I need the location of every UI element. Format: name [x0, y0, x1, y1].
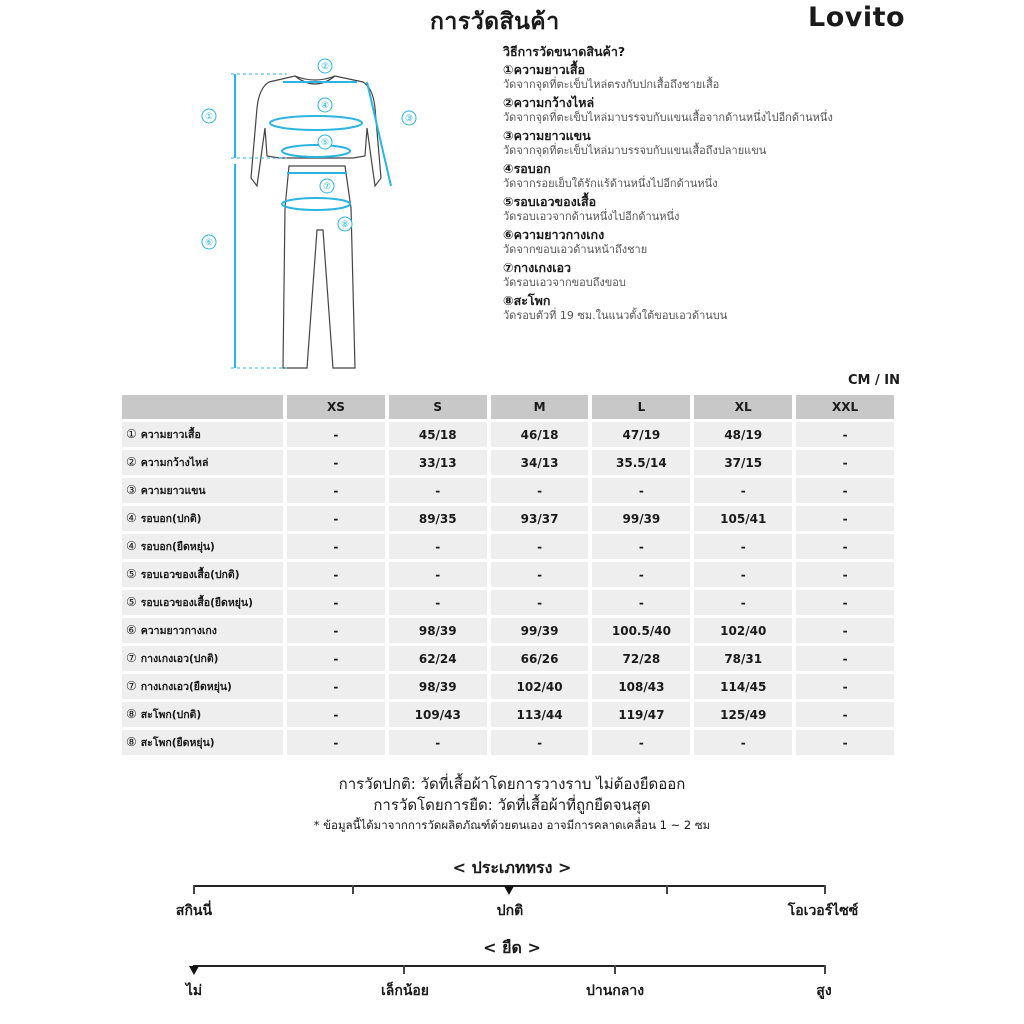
fit-scale-tick — [352, 885, 354, 894]
table-row — [122, 730, 894, 755]
row-label: ความยาวเสื้อ — [140, 429, 201, 441]
table-cell: - — [287, 562, 385, 587]
table-cell: - — [592, 534, 690, 559]
marker-5-label: ⑤ — [320, 138, 330, 148]
table-cell: - — [796, 702, 894, 727]
table-cell: 109/43 — [389, 702, 487, 727]
fit-label-skinny: สกินนี่ — [175, 903, 213, 919]
table-cell: 125/49 — [694, 702, 792, 727]
guide-item-desc: วัดรอบเอวจากขอบถึงขอบ — [503, 276, 626, 289]
guide-item-desc: วัดจากจุดที่ตะเข็บไหล่มาบรรจบกับแขนเสื้อจากด้านหนึ่งไปอีกด้านหนึ่ง — [503, 111, 833, 124]
row-label: กางเกงเอว(ยืดหยุ่น) — [140, 681, 232, 693]
stretch-label-medium: ปานกลาง — [585, 983, 645, 999]
table-cell: 119/47 — [592, 702, 690, 727]
row-number: ④ — [126, 511, 137, 525]
table-row — [122, 478, 894, 503]
table-cell: - — [694, 730, 792, 755]
table-cell: - — [796, 646, 894, 671]
row-number: ⑥ — [126, 623, 137, 637]
table-cell: 98/39 — [389, 618, 487, 643]
row-number: ⑤ — [126, 595, 137, 609]
table-row — [122, 702, 894, 727]
row-number: ⑦ — [126, 651, 137, 665]
table-cell: - — [287, 590, 385, 615]
guide-heading: วิธีการวัดขนาดสินค้า? — [503, 44, 626, 59]
table-cell: 99/39 — [491, 618, 589, 643]
table-cell: 45/18 — [389, 422, 487, 447]
row-label: ความกว้างไหล่ — [140, 457, 209, 469]
table-cell: - — [389, 730, 487, 755]
table-cell: - — [694, 562, 792, 587]
row-label-cell — [122, 702, 283, 727]
table-cell: - — [694, 534, 792, 559]
table-cell: - — [796, 506, 894, 531]
row-label-cell — [122, 562, 283, 587]
fit-label-regular: ปกติ — [496, 903, 524, 919]
stretch-label-slight: เล็กน้อย — [380, 983, 430, 999]
pants-outline — [283, 166, 355, 368]
measure-guide — [503, 44, 923, 326]
table-cell: - — [592, 562, 690, 587]
row-label-cell — [122, 590, 283, 615]
row-number: ④ — [126, 539, 137, 553]
row-label: รอบเอวของเสื้อ(ยืดหยุ่น) — [140, 597, 253, 609]
row-label: รอบอก(ปกติ) — [140, 513, 202, 525]
guide-item-title: ⑤รอบเอวของเสื้อ — [503, 194, 597, 209]
table-cell: - — [287, 422, 385, 447]
table-cell: 46/18 — [491, 422, 589, 447]
table-cell: - — [796, 422, 894, 447]
table-cell: - — [796, 730, 894, 755]
brand-logo: Lovito — [808, 2, 906, 33]
table-cell: 66/26 — [491, 646, 589, 671]
size-table — [118, 392, 898, 758]
row-label: กางเกงเอว(ปกติ) — [140, 653, 219, 665]
stretch-label-none: ไม่ — [185, 983, 203, 999]
garment-diagram — [195, 48, 435, 378]
stretch-measure-note: การวัดโดยการยืด: วัดที่เสื้อผ้าที่ถูกยืดจนสุด — [373, 796, 651, 814]
table-cell: - — [796, 674, 894, 699]
table-row — [122, 674, 894, 699]
marker-3-label: ③ — [404, 114, 414, 124]
stretch-label-high: สูง — [816, 983, 832, 999]
table-cell: 108/43 — [592, 674, 690, 699]
table-cell: - — [694, 478, 792, 503]
guide-item-title: ⑧สะโพก — [503, 293, 551, 308]
table-cell: 48/19 — [694, 422, 792, 447]
guide-item-desc: วัดจากรอยเย็บใต้รักแร้ด้านหนึ่งไปอีกด้านหนึ่ง — [503, 177, 718, 190]
fit-label-oversize: โอเวอร์ไซซ์ — [787, 903, 859, 919]
fit-scale-tick — [666, 885, 668, 894]
marker-2-label: ② — [320, 62, 330, 72]
guide-item-desc: วัดรอบเอวจากด้านหนึ่งไปอีกด้านหนึ่ง — [503, 210, 680, 223]
table-cell: - — [389, 478, 487, 503]
table-cell: - — [592, 478, 690, 503]
table-cell: - — [389, 562, 487, 587]
marker-7-label: ⑦ — [322, 182, 332, 192]
fit-scale-tick — [824, 885, 826, 894]
table-row — [122, 646, 894, 671]
table-cell: 78/31 — [694, 646, 792, 671]
table-cell: - — [287, 646, 385, 671]
stretch-selected-marker — [189, 966, 199, 975]
size-header-l: L — [592, 395, 690, 419]
stretch-scale-tick — [403, 965, 405, 974]
table-cell: 47/19 — [592, 422, 690, 447]
table-cell: - — [389, 534, 487, 559]
size-header-xxl: XXL — [796, 395, 894, 419]
stretch-scale-tick — [824, 965, 826, 974]
table-cell: - — [592, 590, 690, 615]
row-label-cell — [122, 674, 283, 699]
table-cell: - — [287, 730, 385, 755]
table-corner-cell — [122, 395, 283, 419]
table-cell: 34/13 — [491, 450, 589, 475]
row-label-cell — [122, 478, 283, 503]
table-cell: - — [389, 590, 487, 615]
table-cell: - — [287, 534, 385, 559]
table-cell: 99/39 — [592, 506, 690, 531]
table-cell: - — [592, 730, 690, 755]
guide-item-title: ③ความยาวแขน — [503, 128, 591, 143]
table-cell: - — [287, 702, 385, 727]
row-label-cell — [122, 450, 283, 475]
table-cell: 98/39 — [389, 674, 487, 699]
table-cell: 89/35 — [389, 506, 487, 531]
fit-scale-tick — [193, 885, 195, 894]
table-cell: - — [491, 590, 589, 615]
row-label-cell — [122, 422, 283, 447]
stretch-scale-title: < ยืด > — [483, 938, 541, 957]
table-cell: 102/40 — [491, 674, 589, 699]
row-number: ② — [126, 455, 137, 469]
table-cell: 35.5/14 — [592, 450, 690, 475]
table-row — [122, 590, 894, 615]
row-label-cell — [122, 618, 283, 643]
row-label-cell — [122, 730, 283, 755]
row-label-cell — [122, 646, 283, 671]
table-cell: 102/40 — [694, 618, 792, 643]
table-cell: 62/24 — [389, 646, 487, 671]
page-title: การวัดสินค้า — [430, 9, 560, 35]
guide-item-desc: วัดรอบตัวที่ 19 ซม.ในแนวตั้งใต้ขอบเอวด้านบน — [503, 309, 728, 322]
table-cell: - — [287, 478, 385, 503]
row-label-cell — [122, 506, 283, 531]
table-row — [122, 534, 894, 559]
table-cell: 33/13 — [389, 450, 487, 475]
guide-item-title: ⑦กางเกงเอว — [503, 260, 572, 275]
row-label: สะโพก(ปกติ) — [140, 709, 202, 721]
table-cell: - — [796, 450, 894, 475]
table-cell: - — [491, 478, 589, 503]
table-cell: - — [287, 674, 385, 699]
table-row — [122, 422, 894, 447]
table-cell: - — [796, 478, 894, 503]
size-header-xl: XL — [694, 395, 792, 419]
row-label: รอบเอวของเสื้อ(ปกติ) — [140, 569, 240, 581]
table-row — [122, 562, 894, 587]
table-cell: - — [796, 590, 894, 615]
table-cell: 113/44 — [491, 702, 589, 727]
fit-selected-marker — [504, 886, 514, 895]
table-row — [122, 506, 894, 531]
table-cell: - — [491, 534, 589, 559]
table-cell: 72/28 — [592, 646, 690, 671]
stretch-scale-tick — [614, 965, 616, 974]
row-label: สะโพก(ยืดหยุ่น) — [140, 737, 215, 749]
row-number: ① — [126, 427, 137, 441]
table-cell: - — [287, 618, 385, 643]
guide-item-title: ⑥ความยาวกางเกง — [503, 227, 605, 242]
row-number: ③ — [126, 483, 137, 497]
table-cell: 100.5/40 — [592, 618, 690, 643]
size-header-s: S — [389, 395, 487, 419]
table-cell: 93/37 — [491, 506, 589, 531]
table-cell: - — [694, 590, 792, 615]
size-header-xs: XS — [287, 395, 385, 419]
row-label: ความยาวกางเกง — [140, 625, 217, 637]
marker-4-label: ④ — [320, 101, 330, 111]
row-number: ⑤ — [126, 567, 137, 581]
fit-scale-title: < ประเภททรง > — [452, 858, 572, 877]
marker-8-label: ⑧ — [340, 220, 350, 230]
marker-6-label: ⑥ — [204, 238, 214, 248]
row-label: รอบอก(ยืดหยุ่น) — [140, 541, 215, 553]
guide-item-desc: วัดจากขอบเอวด้านหน้าถึงชาย — [503, 243, 648, 256]
table-cell: - — [796, 618, 894, 643]
guide-item-title: ②ความกว้างไหล่ — [503, 95, 595, 110]
table-cell: - — [796, 562, 894, 587]
guide-item-title: ④รอบอก — [503, 161, 551, 176]
marker-1-label: ① — [204, 112, 214, 122]
guide-item-desc: วัดจากจุดที่ตะเข็บไหล่ตรงกับปกเสื้อถึงชายเสื้อ — [503, 78, 720, 91]
row-number: ⑧ — [126, 707, 137, 721]
row-label-cell — [122, 534, 283, 559]
row-number: ⑧ — [126, 735, 137, 749]
table-cell: 114/45 — [694, 674, 792, 699]
table-cell: 105/41 — [694, 506, 792, 531]
table-cell: 37/15 — [694, 450, 792, 475]
table-cell: - — [491, 562, 589, 587]
normal-measure-note: การวัดปกติ: วัดที่เสื้อผ้าโดยการวางราบ ไม่ต้องยืดออก — [338, 775, 686, 793]
disclaimer-note: * ข้อมูลนี้ได้มาจากการวัดผลิตภัณฑ์ด้วยตนเอง อาจมีการคลาดเคลื่อน 1 ~ 2 ซม — [313, 818, 711, 832]
row-number: ⑦ — [126, 679, 137, 693]
table-cell: - — [287, 450, 385, 475]
guide-item-desc: วัดจากจุดที่ตะเข็บไหล่มาบรรจบกับแขนเสื้อถึงปลายแขน — [503, 144, 767, 157]
unit-label: CM / IN — [848, 373, 900, 388]
size-header-m: M — [491, 395, 589, 419]
table-header-row — [122, 395, 894, 419]
stretch-scale-line — [193, 965, 826, 967]
table-cell: - — [287, 506, 385, 531]
table-cell: - — [796, 534, 894, 559]
table-cell: - — [491, 730, 589, 755]
row-label: ความยาวแขน — [140, 485, 206, 497]
guide-item-title: ①ความยาวเสื้อ — [503, 62, 585, 77]
table-row — [122, 618, 894, 643]
table-row — [122, 450, 894, 475]
